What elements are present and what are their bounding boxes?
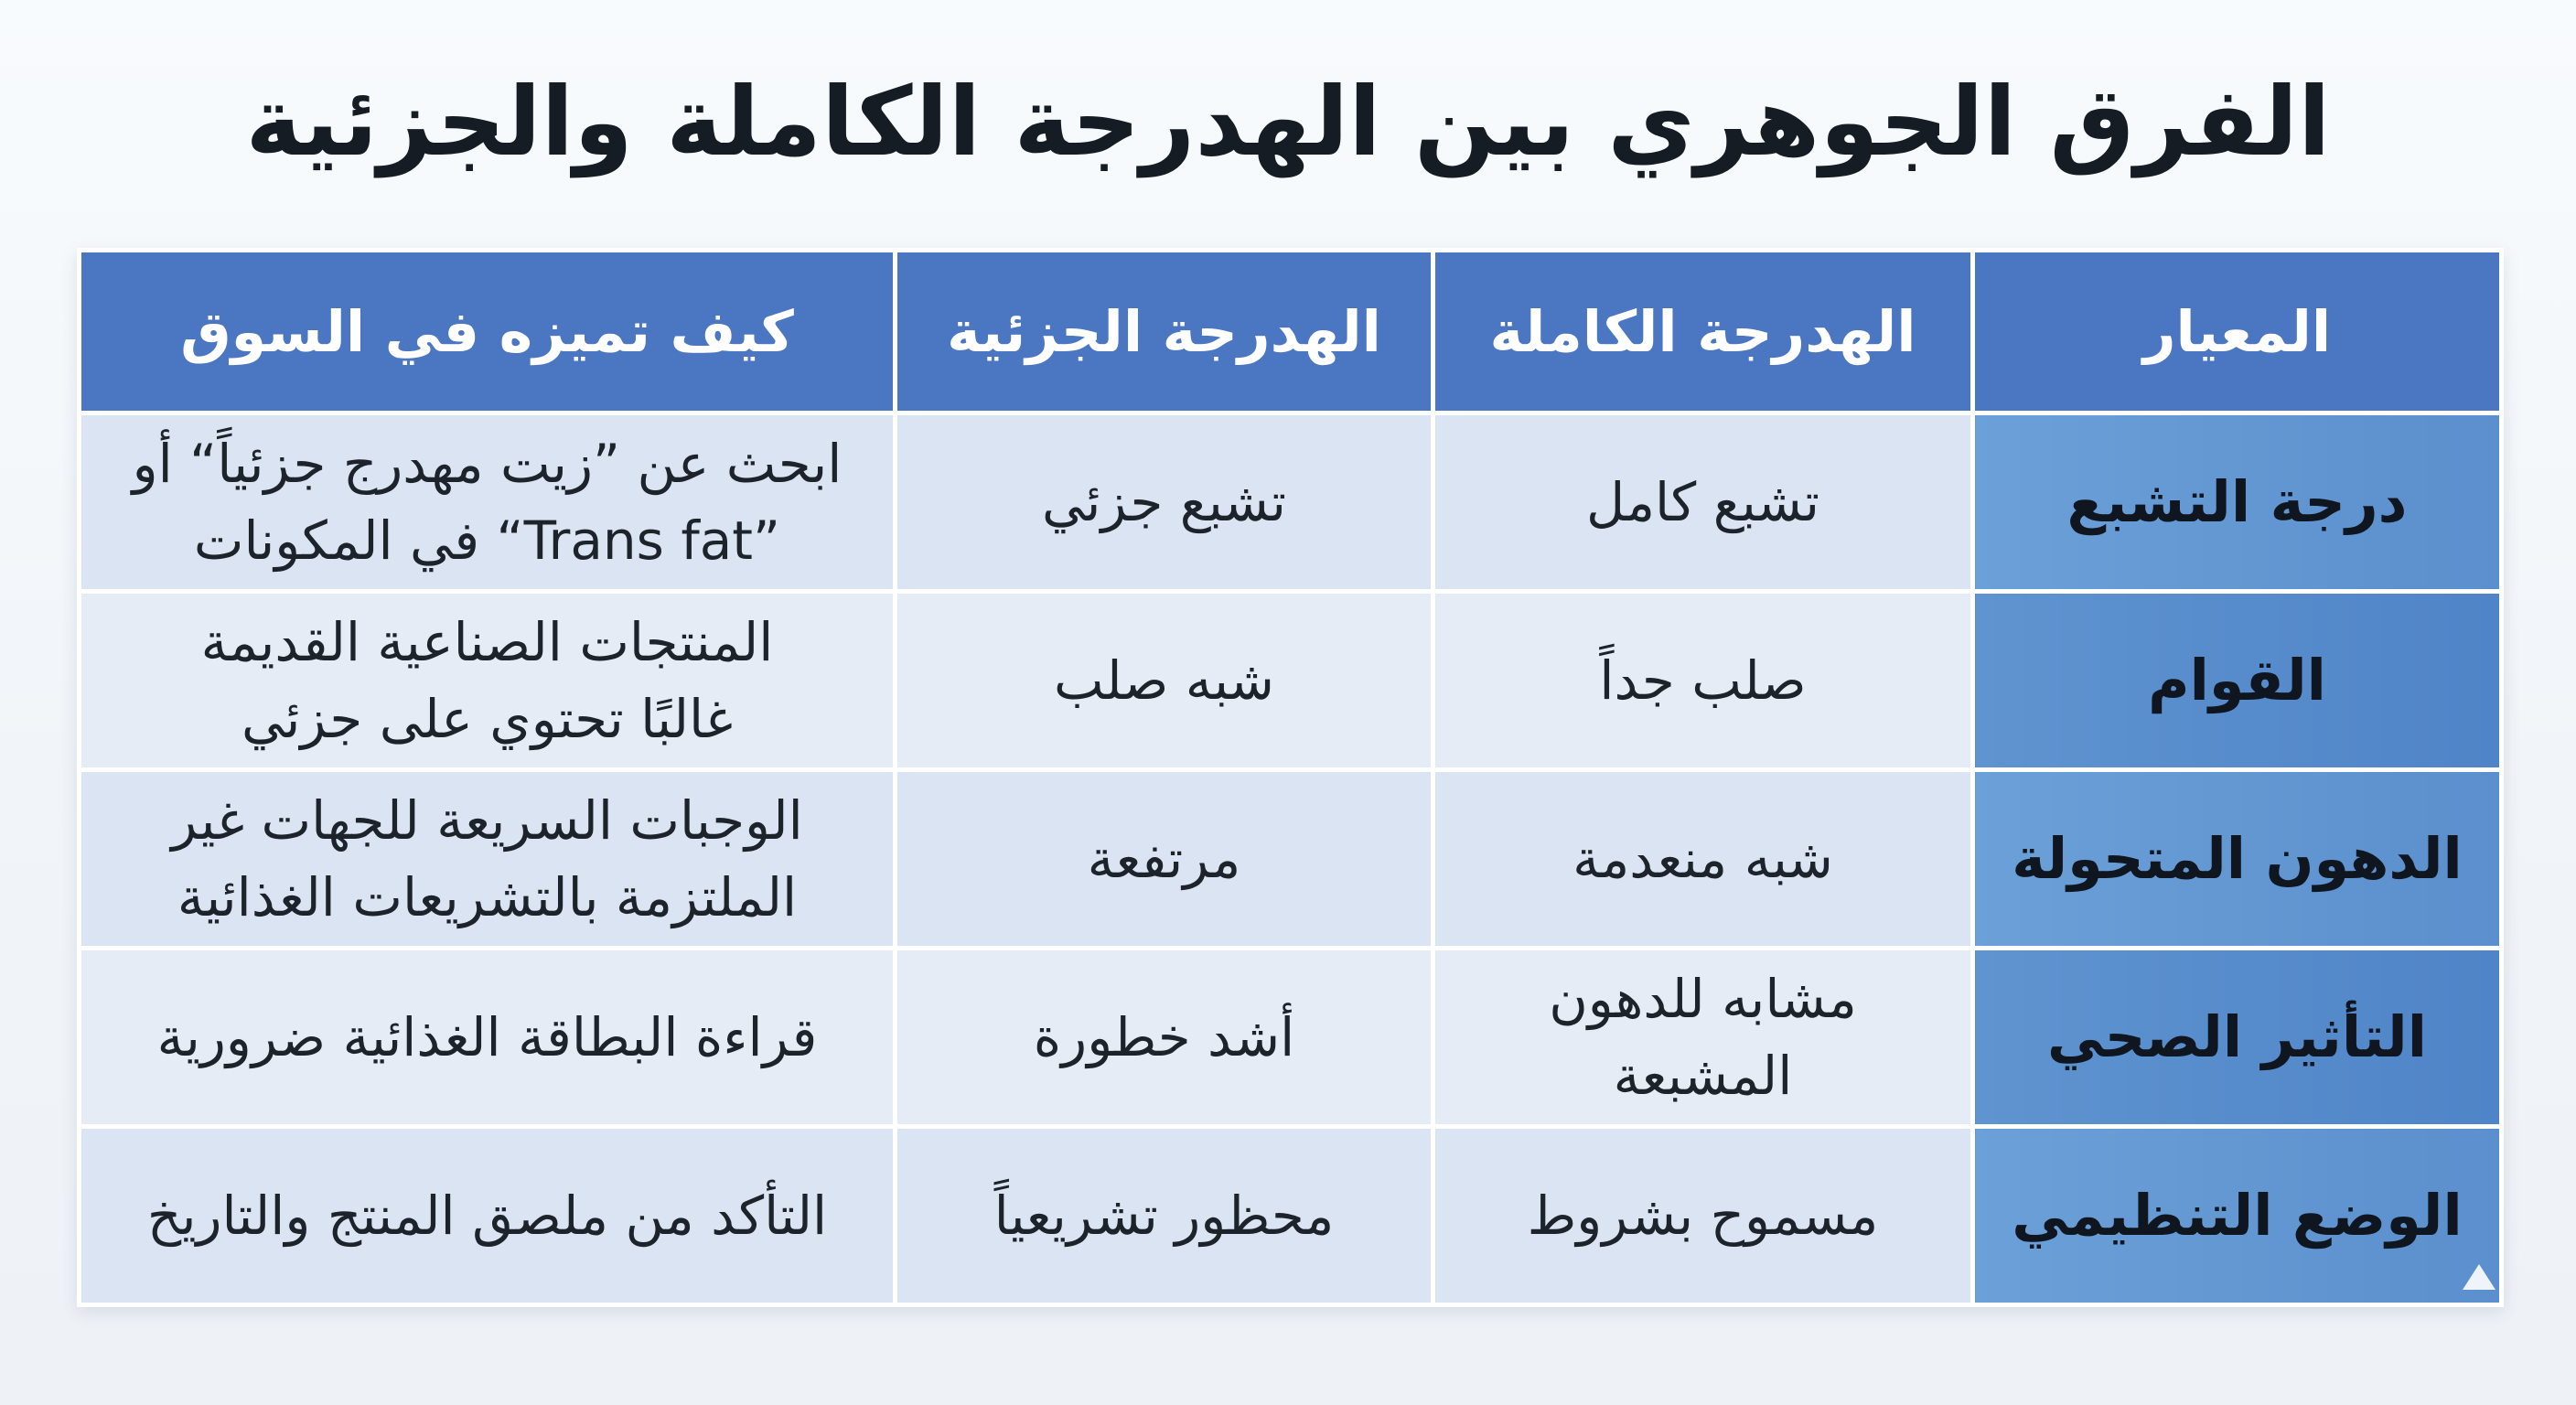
criterion-cell bbox=[1973, 770, 2502, 949]
table-row bbox=[80, 592, 2502, 770]
full-hydrogenation-cell bbox=[1433, 592, 1973, 770]
partial-hydrogenation-cell bbox=[896, 1127, 1433, 1305]
header-row bbox=[80, 251, 2502, 413]
header-full-hydrogenation: الهدرجة الكاملة bbox=[1433, 251, 1973, 413]
criterion-cell bbox=[1973, 1127, 2502, 1305]
criterion-cell bbox=[1973, 949, 2502, 1127]
page-title: الفرق الجوهري بين الهدرجة الكاملة والجزئية bbox=[245, 66, 2331, 177]
header-partial-hydrogenation: الهدرجة الجزئية bbox=[896, 251, 1433, 413]
market-cell bbox=[80, 1127, 896, 1305]
criterion-text: الدهون المتحولة bbox=[2012, 825, 2463, 892]
full-text: مسموح بشروط bbox=[1527, 1185, 1879, 1247]
comparison-table bbox=[77, 248, 2504, 1307]
full-text: شبه منعدمة bbox=[1572, 828, 1833, 890]
partial-text: محظور تشريعياً bbox=[993, 1185, 1335, 1247]
market-cell bbox=[80, 592, 896, 770]
market-text: ابحث عن ”زيت مهدرج جزئياً“ أو ”Trans fat“ في المكونات bbox=[132, 433, 843, 572]
corner-sparkle-icon bbox=[2463, 1264, 2496, 1290]
market-cell bbox=[80, 770, 896, 949]
market-text: التأكد من ملصق المنتج والتاريخ bbox=[146, 1185, 828, 1247]
table-body bbox=[80, 413, 2502, 1305]
full-hydrogenation-cell bbox=[1433, 949, 1973, 1127]
criterion-text: التأثير الصحي bbox=[2047, 1003, 2427, 1070]
partial-hydrogenation-cell bbox=[896, 770, 1433, 949]
criterion-cell bbox=[1973, 413, 2502, 592]
partial-hydrogenation-cell bbox=[896, 413, 1433, 592]
partial-text: أشد خطورة bbox=[1033, 1006, 1295, 1068]
criterion-cell bbox=[1973, 592, 2502, 770]
table-row bbox=[80, 949, 2502, 1127]
criterion-text: الوضع التنظيمي bbox=[2012, 1182, 2463, 1249]
table-header bbox=[80, 251, 2502, 413]
table-row bbox=[80, 413, 2502, 592]
header-criterion: المعيار bbox=[1973, 251, 2502, 413]
full-hydrogenation-cell bbox=[1433, 1127, 1973, 1305]
market-cell bbox=[80, 949, 896, 1127]
market-text: قراءة البطاقة الغذائية ضرورية bbox=[156, 1006, 818, 1068]
table-row bbox=[80, 770, 2502, 949]
market-text: المنتجات الصناعية القديمة غالبًا تحتوي على جزئي bbox=[200, 611, 774, 750]
partial-text: تشبع جزئي bbox=[1041, 471, 1287, 533]
full-hydrogenation-cell bbox=[1433, 770, 1973, 949]
table-row bbox=[80, 1127, 2502, 1305]
partial-hydrogenation-cell bbox=[896, 949, 1433, 1127]
partial-hydrogenation-cell bbox=[896, 592, 1433, 770]
partial-text: مرتفعة bbox=[1087, 828, 1241, 890]
full-hydrogenation-cell bbox=[1433, 413, 1973, 592]
full-text: صلب جداً bbox=[1599, 649, 1807, 712]
partial-text: شبه صلب bbox=[1053, 649, 1275, 712]
criterion-text: درجة التشبع bbox=[2066, 468, 2408, 535]
criterion-text: القوام bbox=[2148, 647, 2326, 713]
header-market-identification: كيف تميزه في السوق bbox=[80, 251, 896, 413]
full-text: تشبع كامل bbox=[1586, 471, 1819, 533]
market-text: الوجبات السريعة للجهات غير الملتزمة بالتشريعات الغذائية bbox=[171, 789, 803, 928]
full-text: مشابه للدهون المشبعة bbox=[1549, 968, 1857, 1107]
market-cell bbox=[80, 413, 896, 592]
